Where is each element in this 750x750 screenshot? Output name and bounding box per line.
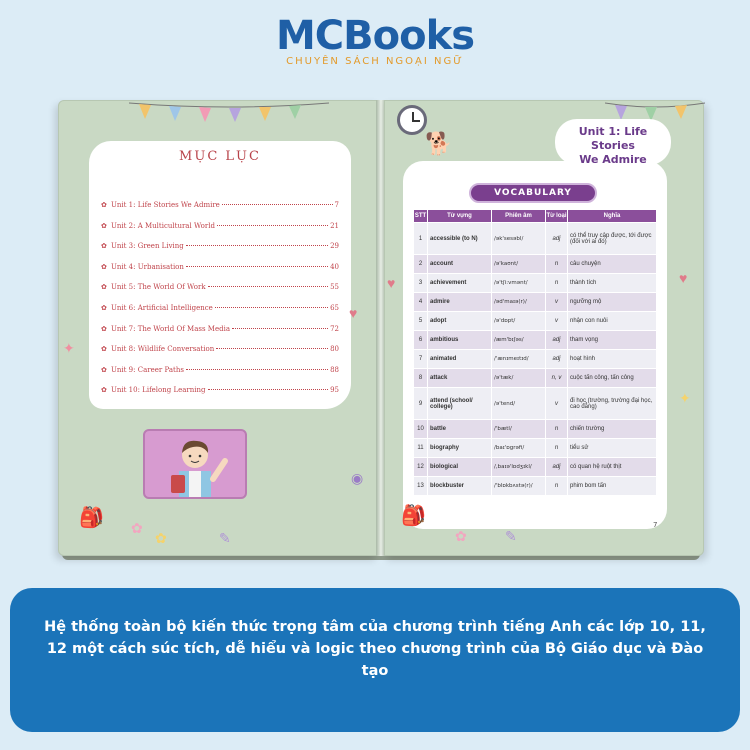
cell-stt: 7 bbox=[414, 350, 428, 369]
column-header-word: Từ vựng bbox=[428, 210, 492, 223]
toc-list bbox=[101, 201, 339, 407]
toc-item-page: 55 bbox=[330, 283, 339, 292]
dog-icon: 🐕 bbox=[425, 131, 453, 156]
cell-pos: adj bbox=[546, 331, 568, 350]
cell-meaning: chiến trường bbox=[568, 420, 657, 439]
vocabulary-label: VOCABULARY bbox=[469, 183, 597, 203]
star-icon: ✿ bbox=[101, 201, 107, 209]
star-icon: ✿ bbox=[101, 221, 107, 230]
cell-meaning: phim bom tấn bbox=[568, 477, 657, 496]
cell-meaning: hoạt hình bbox=[568, 350, 657, 369]
toc-item bbox=[101, 283, 339, 304]
toc-item-title: Unit 5: The World Of Work bbox=[111, 283, 206, 292]
toc-item bbox=[101, 366, 339, 387]
cell-pos: n bbox=[546, 255, 568, 274]
toc-item-title: Unit 4: Urbanisation bbox=[111, 262, 184, 271]
cell-ipa: /'blɒkbʌstə(r)/ bbox=[492, 477, 546, 496]
toc-item-page: 29 bbox=[330, 242, 339, 251]
toc-item-page: 7 bbox=[334, 201, 339, 209]
cell-pos: adj bbox=[546, 458, 568, 477]
cell-pos: n bbox=[546, 439, 568, 458]
star-icon: ✿ bbox=[101, 262, 107, 271]
bunting-icon bbox=[129, 101, 329, 123]
planet-icon: ◉ bbox=[351, 470, 364, 486]
star-icon: ✿ bbox=[101, 345, 107, 354]
toc-leader bbox=[186, 245, 328, 246]
star-icon: ✿ bbox=[101, 303, 107, 312]
table-header-row bbox=[414, 210, 657, 223]
cell-ipa: /,baɪə'lɒdʒɪkl/ bbox=[492, 458, 546, 477]
cell-word: attack bbox=[428, 369, 492, 388]
toc-leader bbox=[215, 307, 328, 308]
cell-stt: 4 bbox=[414, 293, 428, 312]
star-icon: ✿ bbox=[101, 324, 107, 333]
table-row bbox=[414, 255, 657, 274]
heart-icon: ♥ bbox=[387, 275, 396, 291]
toc-leader bbox=[217, 225, 328, 226]
unit-title-line1: Unit 1: Life Stories bbox=[578, 125, 648, 152]
column-header-pos: Từ loại bbox=[546, 210, 568, 223]
cell-pos: adj bbox=[546, 223, 568, 255]
table-row bbox=[414, 312, 657, 331]
cell-meaning: cuộc tấn công, tấn công bbox=[568, 369, 657, 388]
right-page bbox=[384, 100, 704, 556]
cell-meaning: ngưỡng mộ bbox=[568, 293, 657, 312]
cell-meaning: đi học (trường, trường đại học, cao đẳng) bbox=[568, 388, 657, 420]
backpack-icon: 🎒 bbox=[401, 505, 426, 527]
cell-ipa: /ə'dɒpt/ bbox=[492, 312, 546, 331]
toc-item bbox=[101, 201, 339, 222]
cell-pos: n bbox=[546, 420, 568, 439]
toc-item-page: 80 bbox=[330, 345, 339, 354]
toc-item-title: Unit 9: Career Paths bbox=[111, 365, 184, 374]
left-page bbox=[58, 100, 378, 556]
unit-title bbox=[555, 119, 671, 165]
caption-banner bbox=[10, 588, 740, 732]
pencil-icon: ✎ bbox=[219, 530, 231, 546]
cell-pos: v bbox=[546, 312, 568, 331]
table-row bbox=[414, 458, 657, 477]
cell-word: admire bbox=[428, 293, 492, 312]
cell-stt: 1 bbox=[414, 223, 428, 255]
cell-meaning: tiểu sử bbox=[568, 439, 657, 458]
toc-item-page: 72 bbox=[330, 324, 339, 333]
star-icon: ✿ bbox=[101, 283, 107, 292]
toc-item bbox=[101, 263, 339, 284]
cell-word: accessible (to N) bbox=[428, 223, 492, 255]
cell-word: adopt bbox=[428, 312, 492, 331]
flower-icon: ✿ bbox=[155, 530, 167, 546]
toc-item-title: Unit 7: The World Of Mass Media bbox=[111, 324, 230, 333]
toc-leader bbox=[232, 328, 328, 329]
sparkle-icon: ✦ bbox=[63, 340, 75, 356]
cell-ipa: /əd'maɪə(r)/ bbox=[492, 293, 546, 312]
student-illustration bbox=[143, 429, 247, 499]
cell-stt: 11 bbox=[414, 439, 428, 458]
page-number: 7 bbox=[653, 521, 658, 529]
sparkle-icon: ✦ bbox=[679, 390, 691, 406]
cell-stt: 9 bbox=[414, 388, 428, 420]
flower-icon: ✿ bbox=[455, 528, 467, 544]
cell-meaning: có thể truy cập được, tới được (đối với ai đó) bbox=[568, 223, 657, 255]
cell-word: biography bbox=[428, 439, 492, 458]
toc-title: MỤC LỤC bbox=[179, 149, 261, 164]
logo-tagline: CHUYÊN SÁCH NGOẠI NGỮ bbox=[286, 56, 464, 67]
toc-item bbox=[101, 242, 339, 263]
logo-wordmark: MCBooks bbox=[275, 13, 475, 59]
cell-ipa: /ə'tʃi:vmənt/ bbox=[492, 274, 546, 293]
toc-item-title: Unit 10: Lifelong Learning bbox=[111, 386, 206, 395]
toc-card bbox=[89, 141, 351, 409]
column-header-stt: STT bbox=[414, 210, 428, 223]
toc-leader bbox=[208, 389, 329, 390]
backpack-icon: 🎒 bbox=[79, 507, 104, 529]
star-icon: ✿ bbox=[101, 386, 107, 395]
toc-item-title: Unit 2: A Multicultural World bbox=[111, 221, 215, 230]
table-row bbox=[414, 223, 657, 255]
cell-ipa: /baɪ'ɒgrəfi/ bbox=[492, 439, 546, 458]
toc-item bbox=[101, 386, 339, 407]
star-icon: ✿ bbox=[101, 365, 107, 374]
toc-leader bbox=[186, 369, 328, 370]
toc-item-title: Unit 3: Green Living bbox=[111, 242, 184, 251]
cell-pos: n, v bbox=[546, 369, 568, 388]
cell-word: battle bbox=[428, 420, 492, 439]
table-row bbox=[414, 331, 657, 350]
cell-meaning: tham vọng bbox=[568, 331, 657, 350]
column-header-ipa: Phiên âm bbox=[492, 210, 546, 223]
toc-item-title: Unit 1: Life Stories We Admire bbox=[111, 201, 220, 209]
table-row bbox=[414, 477, 657, 496]
table-row bbox=[414, 350, 657, 369]
cell-ipa: /ə'tæk/ bbox=[492, 369, 546, 388]
pencil-icon: ✎ bbox=[505, 528, 517, 544]
caption-text: Hệ thống toàn bộ kiến thức trọng tâm của chương trình tiếng Anh các lớp 10, 11, 12 một cách súc tích, dễ hiểu và logic theo chương trình của Bộ Giáo dục và Đào tạo bbox=[44, 619, 706, 679]
toc-leader bbox=[208, 286, 329, 287]
clock-icon bbox=[397, 105, 427, 135]
table-row bbox=[414, 439, 657, 458]
toc-item bbox=[101, 222, 339, 243]
toc-leader bbox=[186, 266, 328, 267]
cell-pos: adj bbox=[546, 350, 568, 369]
toc-item bbox=[101, 325, 339, 346]
toc-item-title: Unit 8: Wildlife Conversation bbox=[111, 345, 215, 354]
cell-word: ambitious bbox=[428, 331, 492, 350]
cell-ipa: /ə'tend/ bbox=[492, 388, 546, 420]
toc-item-page: 65 bbox=[330, 303, 339, 312]
cell-ipa: /ə'kaʊnt/ bbox=[492, 255, 546, 274]
cell-meaning: có quan hệ ruột thịt bbox=[568, 458, 657, 477]
unit-title-line2: We Admire bbox=[579, 153, 647, 166]
toc-item-page: 95 bbox=[330, 386, 339, 395]
toc-item-title: Unit 6: Artificial Intelligence bbox=[111, 303, 213, 312]
cell-ipa: /'ænɪmeɪtɪd/ bbox=[492, 350, 546, 369]
cell-stt: 5 bbox=[414, 312, 428, 331]
cell-pos: n bbox=[546, 274, 568, 293]
toc-leader bbox=[216, 348, 328, 349]
cell-word: biological bbox=[428, 458, 492, 477]
star-icon: ✿ bbox=[101, 242, 107, 251]
heart-icon: ♥ bbox=[349, 305, 358, 321]
cell-word: animated bbox=[428, 350, 492, 369]
cell-meaning: câu chuyện bbox=[568, 255, 657, 274]
cell-word: blockbuster bbox=[428, 477, 492, 496]
table-row bbox=[414, 420, 657, 439]
cell-pos: v bbox=[546, 293, 568, 312]
cell-stt: 10 bbox=[414, 420, 428, 439]
cell-meaning: nhận con nuôi bbox=[568, 312, 657, 331]
cell-word: account bbox=[428, 255, 492, 274]
student-icon bbox=[145, 431, 245, 497]
cell-stt: 13 bbox=[414, 477, 428, 496]
cell-stt: 12 bbox=[414, 458, 428, 477]
toc-item-page: 40 bbox=[330, 262, 339, 271]
toc-leader bbox=[222, 204, 333, 205]
cell-pos: v bbox=[546, 388, 568, 420]
toc-item bbox=[101, 304, 339, 325]
cell-stt: 2 bbox=[414, 255, 428, 274]
cell-pos: n bbox=[546, 477, 568, 496]
table-row bbox=[414, 388, 657, 420]
cell-ipa: /'bætl/ bbox=[492, 420, 546, 439]
open-book bbox=[58, 100, 704, 560]
toc-item bbox=[101, 345, 339, 366]
table-row bbox=[414, 274, 657, 293]
table-row bbox=[414, 369, 657, 388]
table-row bbox=[414, 293, 657, 312]
toc-item-page: 88 bbox=[330, 365, 339, 374]
flower-icon: ✿ bbox=[131, 520, 143, 536]
cell-word: achievement bbox=[428, 274, 492, 293]
cell-word: attend (school/ college) bbox=[428, 388, 492, 420]
heart-icon: ♥ bbox=[679, 270, 688, 286]
cell-stt: 6 bbox=[414, 331, 428, 350]
cell-ipa: /ək'sesəbl/ bbox=[492, 223, 546, 255]
brand-logo bbox=[0, 14, 750, 67]
vocabulary-table bbox=[413, 209, 657, 496]
cell-meaning: thành tích bbox=[568, 274, 657, 293]
cell-stt: 8 bbox=[414, 369, 428, 388]
cell-stt: 3 bbox=[414, 274, 428, 293]
column-header-meaning: Nghĩa bbox=[568, 210, 657, 223]
cell-ipa: /æm'bɪʃəs/ bbox=[492, 331, 546, 350]
toc-item-page: 21 bbox=[330, 221, 339, 230]
